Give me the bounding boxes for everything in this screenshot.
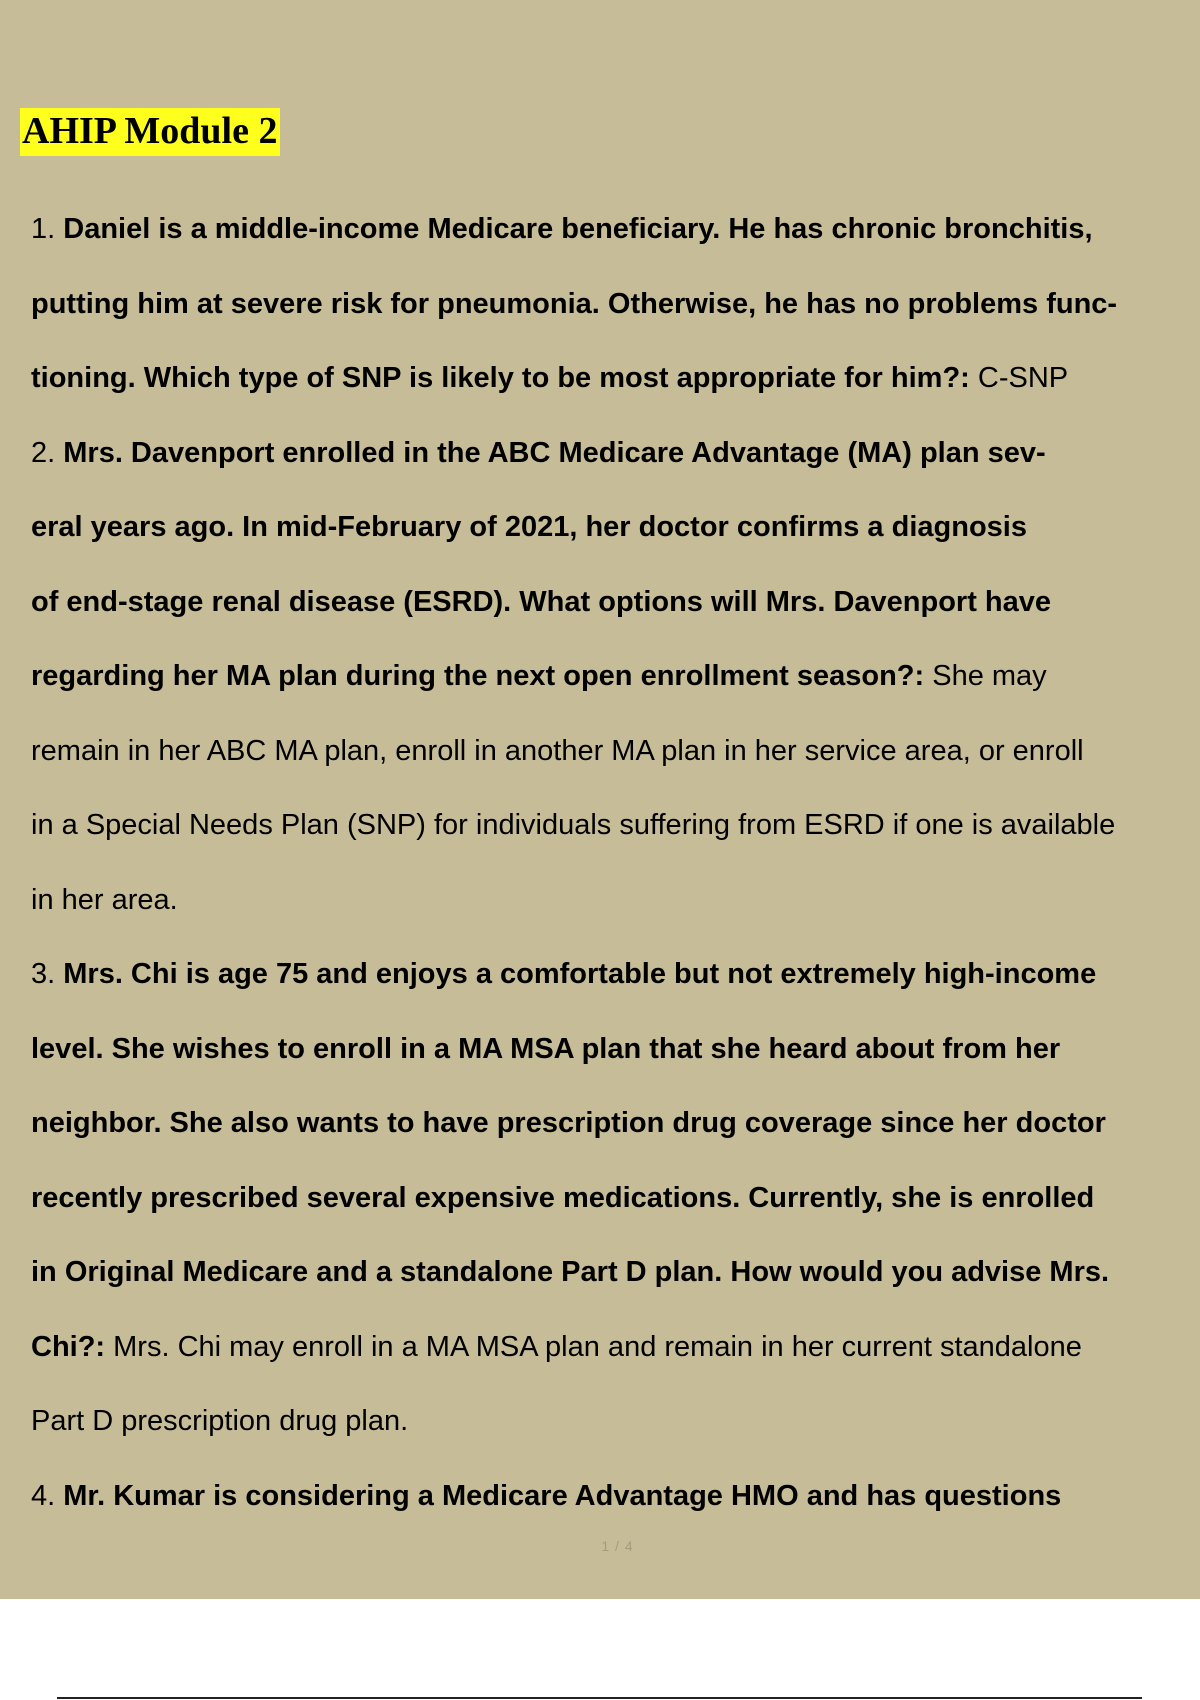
answer-text: in her area. (31, 883, 178, 916)
question-3-line (31, 1384, 1200, 1459)
question-text: in Original Medicare and a standalone Part D plan. How would you advise Mrs. (31, 1256, 1110, 1288)
document-title: AHIP Module 2 (20, 108, 280, 156)
question-list (31, 192, 1200, 1533)
page-indicator: 1 / 4 (601, 1538, 634, 1554)
question-text: neighbor. She also wants to have prescription drug coverage since her doctor (31, 1107, 1106, 1139)
question-2-line (31, 714, 1200, 789)
question-1-line (31, 267, 1200, 342)
question-number: 4. (31, 1479, 56, 1512)
question-text: Chi?: (31, 1330, 106, 1363)
answer-text: remain in her ABC MA plan, enroll in another MA plan in her service area, or enroll (31, 734, 1084, 767)
answer-text: She may (924, 660, 1047, 692)
question-3-line (31, 1086, 1200, 1161)
question-2-line (31, 416, 1200, 491)
answer-text: in a Special Needs Plan (SNP) for individuals suffering from ESRD if one is available (31, 809, 1116, 841)
question-text: recently prescribed several expensive medications. Currently, she is enrolled (31, 1181, 1095, 1214)
question-text: Daniel is a middle-income Medicare beneficiary. He has chronic bronchitis, (63, 213, 1093, 245)
question-text: Mrs. Davenport enrolled in the ABC Medicare Advantage (MA) plan sev- (63, 436, 1046, 469)
question-number: 2. (31, 436, 56, 469)
question-text: level. She wishes to enroll in a MA MSA plan that she heard about from her (31, 1032, 1061, 1065)
question-text: putting him at severe risk for pneumonia. Otherwise, he has no problems func- (31, 287, 1118, 320)
question-2-line (31, 863, 1200, 938)
question-text: tioning. Which type of SNP is likely to be most appropriate for him?: (31, 362, 970, 394)
question-2-line (31, 639, 1200, 714)
question-number: 1. (31, 213, 56, 245)
question-text: of end-stage renal disease (ESRD). What options will Mrs. Davenport have (31, 585, 1052, 618)
question-3-line (31, 1310, 1200, 1385)
page-divider (57, 1697, 1142, 1699)
question-3-line (31, 1012, 1200, 1087)
question-number: 3. (31, 958, 56, 990)
question-4-line (31, 1459, 1200, 1534)
question-2-line (31, 788, 1200, 863)
question-1-line (31, 192, 1200, 267)
answer-text: Mrs. Chi may enroll in a MA MSA plan and remain in her current standalone (105, 1330, 1082, 1363)
question-3-line (31, 1235, 1200, 1310)
question-3-line (31, 1161, 1200, 1236)
question-2-line (31, 490, 1200, 565)
question-1-line (31, 341, 1200, 416)
answer-text: Part D prescription drug plan. (31, 1405, 409, 1437)
question-3-line (31, 937, 1200, 1012)
question-2-line (31, 565, 1200, 640)
answer-text: C-SNP (969, 362, 1069, 394)
question-text: eral years ago. In mid-February of 2021, her doctor confirms a diagnosis (31, 511, 1027, 543)
question-text: Mr. Kumar is considering a Medicare Advantage HMO and has questions (63, 1479, 1062, 1512)
question-text: regarding her MA plan during the next open enrollment season?: (31, 660, 925, 692)
question-text: Mrs. Chi is age 75 and enjoys a comfortable but not extremely high-income (63, 958, 1097, 990)
